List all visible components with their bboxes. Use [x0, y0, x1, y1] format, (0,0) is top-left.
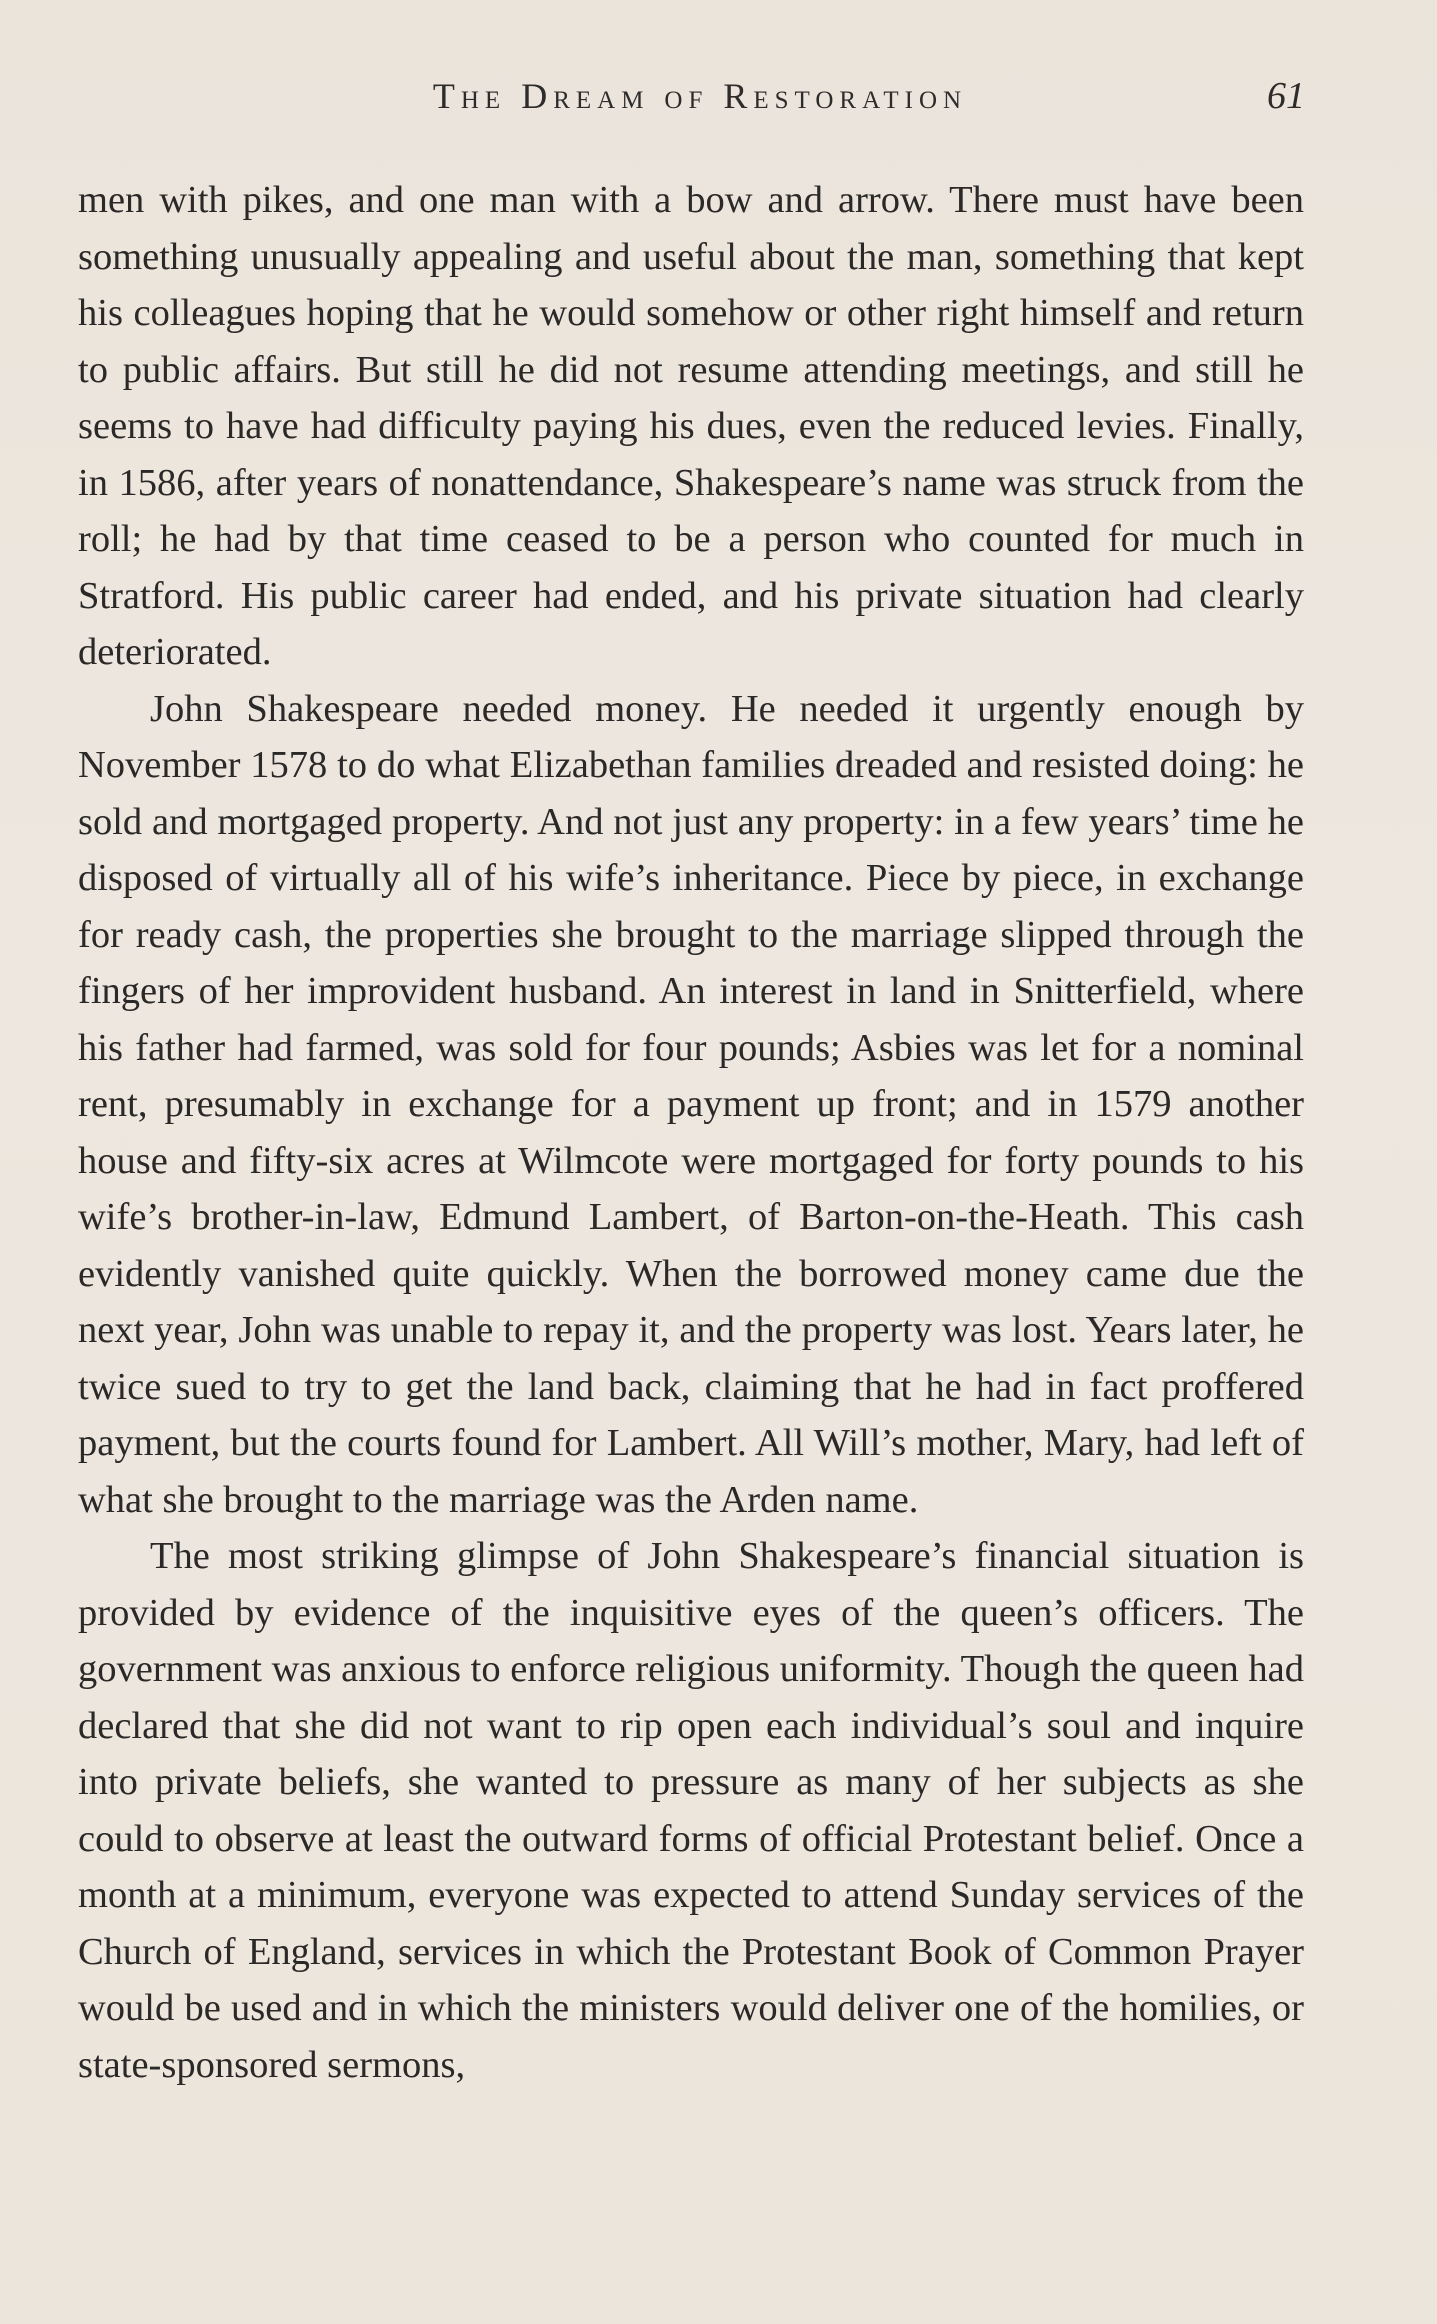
paragraph: John Shakespeare needed money. He needed it urgently enough by November 1578 to do what Elizabethan families dreaded and resisted doing: he sold and mortgaged property. And not just any property: in a few years’ time he disposed of virtually all of his wife’s inheritance. Piece by piece, in exchange for ready cash, the properties she brought to the marriage slipped through the fingers of her improvident husband. An interest in land in Snitterfield, where his father had farmed, was sold for four pounds; Asbies was let for a nominal rent, presumably in exchange for a payment up front; and in 1579 another house and fifty-six acres at Wilmcote were mortgaged for forty pounds to his wife’s brother-in-law, Edmund Lambert, of Barton-on-the-Heath. This cash evidently vanished quite quickly. When the borrowed money came due the next year, John was unable to repay it, and the property was lost. Years later, he twice sued to try to get the land back, claiming that he had in fact proffered payment, but the courts found for Lambert. All Will’s mother, Mary, had left of what she brought to the marriage was the Arden name. — [78, 687, 1304, 1521]
running-title: The Dream of Restoration — [432, 76, 968, 116]
body-text — [78, 172, 1304, 2093]
paragraph: The most striking glimpse of John Shakespeare’s financial situation is provided by evidence of the inquisitive eyes of the queen’s officers. The government was anxious to enforce religious uniformity. Though the queen had declared that she did not want to rip open each individual’s soul and inquire into private beliefs, she wanted to pressure as many of her subjects as she could to observe at least the outward forms of official Protestant belief. Once a month at a minimum, everyone was expected to attend Sunday services of the Church of England, services in which the Protestant Book of Common Prayer would be used and in which the ministers would deliver one of the homilies, or state-sponsored sermons, — [78, 1535, 1304, 2086]
running-head — [75, 66, 1305, 126]
paragraph: men with pikes, and one man with a bow and arrow. There must have been something unusually appealing and useful about the man, something that kept his colleagues hoping that he would somehow or other right himself and return to public affairs. But still he did not resume attending meetings, and still he seems to have had difficulty paying his dues, even the reduced levies. Finally, in 1586, after years of nonattendance, Shakespeare’s name was struck from the roll; he had by that time ceased to be a person who counted for much in Stratford. His public career had ended, and his private situation had clearly deteriorated. — [78, 179, 1304, 673]
page-number: 61 — [1267, 75, 1305, 117]
